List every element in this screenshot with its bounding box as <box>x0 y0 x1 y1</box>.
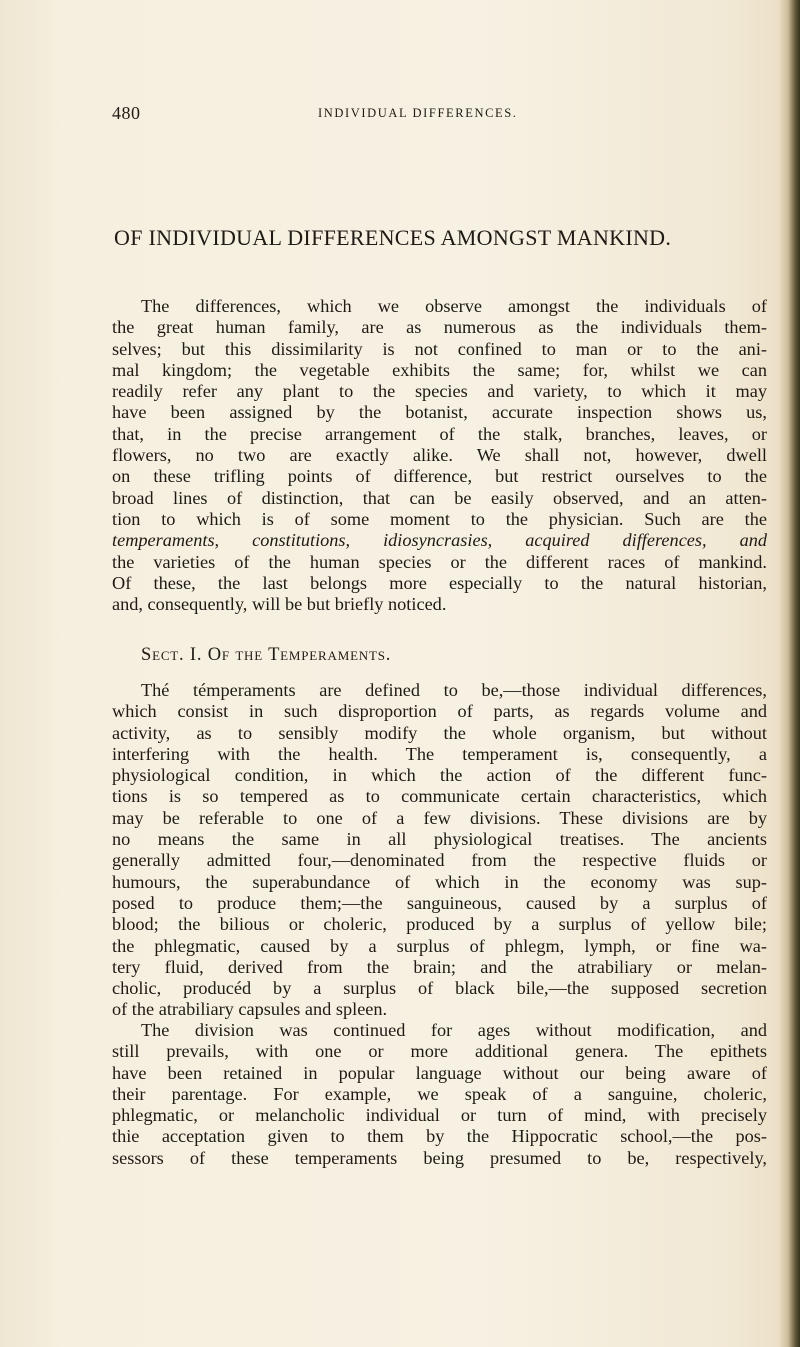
paragraph-division <box>112 1020 767 1169</box>
text-line: sessors of these temperaments being presumed to be, respectively, <box>112 1147 767 1168</box>
text-line: no means the same in all physiological treatises. The ancients <box>112 829 767 850</box>
text-line: thie acceptation given to them by the Hippocratic school,—the pos- <box>112 1126 767 1147</box>
text-line: still prevails, with one or more additional genera. The epithets <box>112 1041 767 1062</box>
text-line: posed to produce them;—the sanguineous, caused by a surplus of <box>112 892 767 913</box>
text-line: temperaments, constitutions, idiosyncrasies, acquired differences, and <box>112 530 767 551</box>
chapter-title: OF INDIVIDUAL DIFFERENCES AMONGST MANKIND. <box>114 225 672 250</box>
text-line: tery fluid, derived from the brain; and the atrabiliary or melan- <box>112 956 767 977</box>
section-heading: Sect. I. Of the Temperaments. <box>141 645 392 665</box>
page-edge-shadow <box>778 0 800 1347</box>
text-line: the great human family, are as numerous as the individuals them- <box>112 317 767 338</box>
text-line: the phlegmatic, caused by a surplus of phlegm, lymph, or fine wa- <box>112 935 767 956</box>
text-line: generally admitted four,—denominated from the respective fluids or <box>112 850 767 871</box>
text-line: humours, the superabundance of which in the economy was sup- <box>112 871 767 892</box>
text-line: of the atrabiliary capsules and spleen. <box>112 999 388 1020</box>
text-line: may be referable to one of a few divisions. These divisions are by <box>112 807 767 828</box>
text-line: which consist in such disproportion of parts, as regards volume and <box>112 701 767 722</box>
text-line: that, in the precise arrangement of the stalk, branches, leaves, or <box>112 423 767 444</box>
text-line: have been assigned by the botanist, accurate inspection shows us, <box>112 402 767 423</box>
text-line: The division was continued for ages without modification, and <box>141 1020 767 1040</box>
text-line: cholic, producéd by a surplus of black bile,—the supposed secretion <box>112 978 767 999</box>
text-line: physiological condition, in which the action of the different func- <box>112 765 767 786</box>
text-line: and, consequently, will be but briefly noticed. <box>112 594 447 615</box>
text-line: tion to which is of some moment to the physician. Such are the <box>112 508 767 529</box>
text-line: have been retained in popular language without our being aware of <box>112 1062 767 1083</box>
paragraph-temperaments <box>112 680 767 1021</box>
text-line: interfering with the health. The temperament is, consequently, a <box>112 743 767 764</box>
text-line: flowers, no two are exactly alike. We shall not, however, dwell <box>112 445 767 466</box>
text-line: readily refer any plant to the species and variety, to which it may <box>112 381 767 402</box>
paragraph-intro <box>112 296 767 615</box>
text-line: The differences, which we observe amongst the individuals of <box>141 296 767 316</box>
text-line: the varieties of the human species or the different races of mankind. <box>112 551 767 572</box>
running-title: INDIVIDUAL DIFFERENCES. <box>318 106 518 120</box>
text-line: mal kingdom; the vegetable exhibits the same; for, whilst we can <box>112 359 767 380</box>
text-line: Thé témperaments are defined to be,—those individual differences, <box>141 680 767 700</box>
text-line: Of these, the last belongs more especially to the natural historian, <box>112 572 767 593</box>
text-line: selves; but this dissimilarity is not confined to man or to the ani- <box>112 338 767 359</box>
text-line: broad lines of distinction, that can be easily observed, and an atten- <box>112 487 767 508</box>
page-number: 480 <box>112 103 141 123</box>
text-line: blood; the bilious or choleric, produced by a surplus of yellow bile; <box>112 914 767 935</box>
text-line: phlegmatic, or melancholic individual or turn of mind, with precisely <box>112 1105 767 1126</box>
running-header <box>112 103 702 127</box>
text-line: their parentage. For example, we speak of a sanguine, choleric, <box>112 1083 767 1104</box>
text-line: on these trifling points of difference, but restrict ourselves to the <box>112 466 767 487</box>
text-line: activity, as to sensibly modify the whole organism, but without <box>112 722 767 743</box>
text-line: tions is so tempered as to communicate certain characteristics, which <box>112 786 767 807</box>
